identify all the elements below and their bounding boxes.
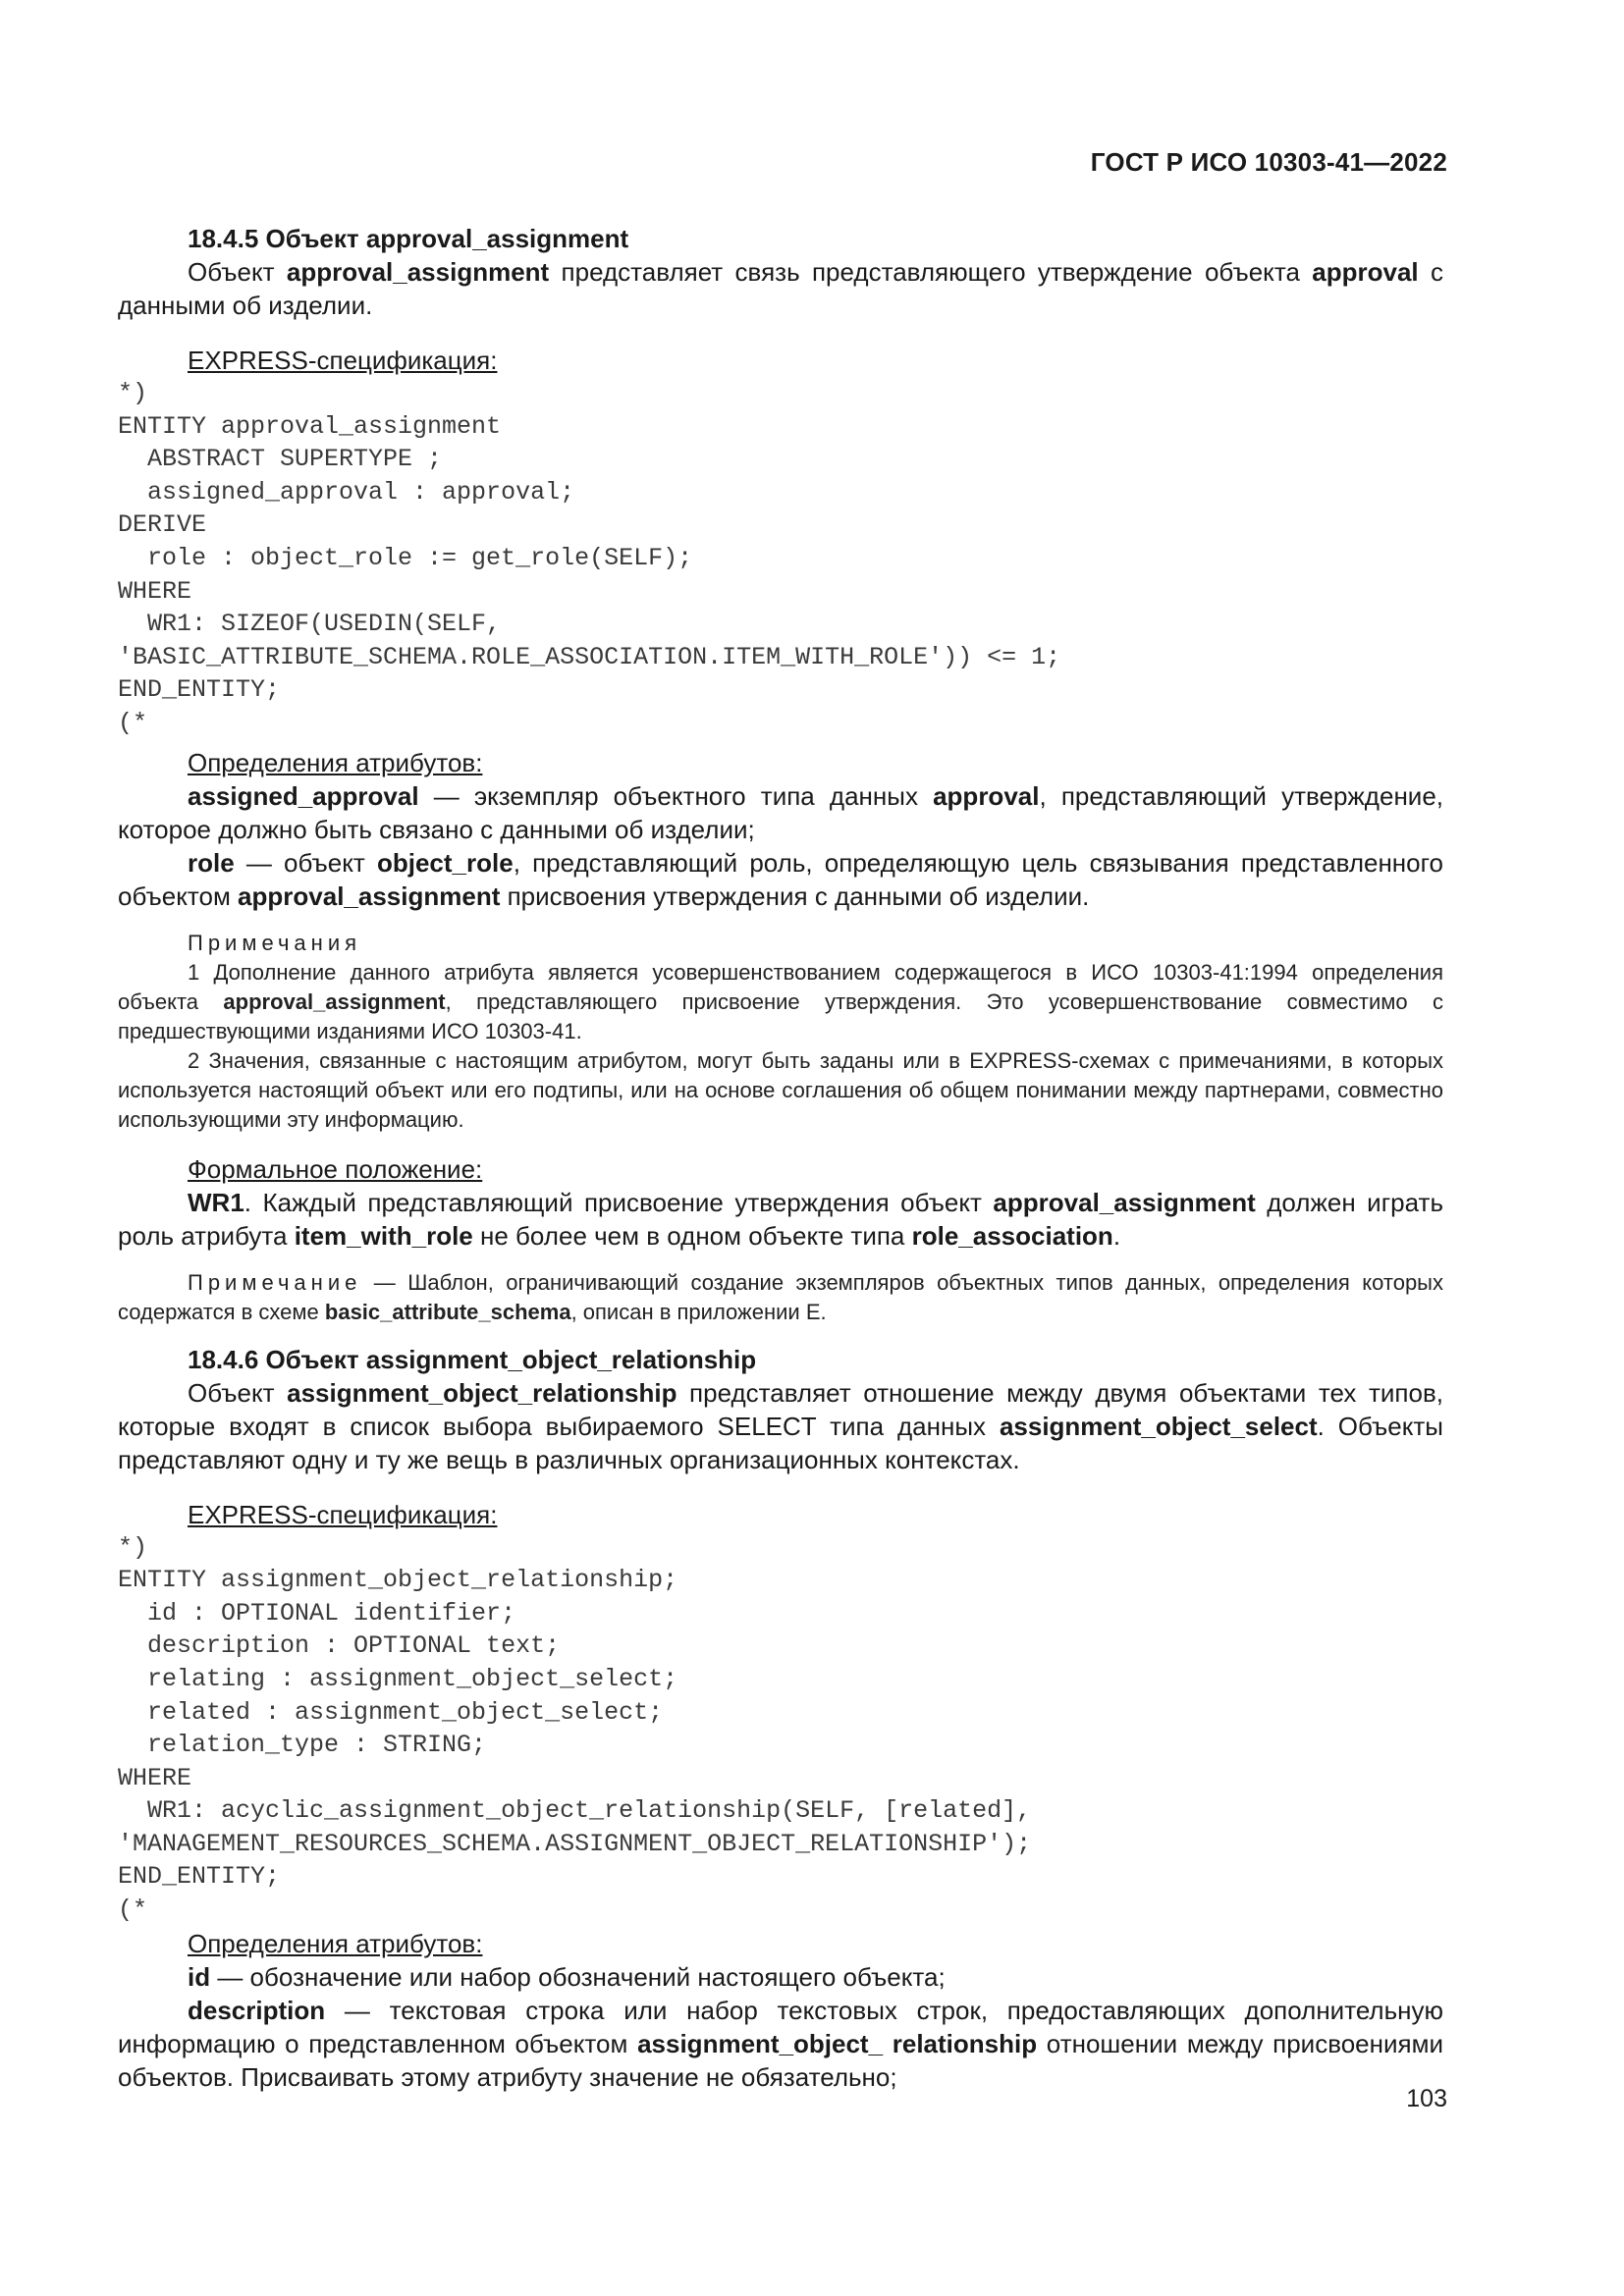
notes-heading: Примечания	[188, 930, 362, 955]
attribute-definition: id — обозначение или набор обозначений настоящего объекта;	[188, 1961, 946, 1992]
note-item: Примечание — Шаблон, ограничивающий создание экземпляров объектных типов данных, определения которых содержатся в схеме basic_attribute_schema, описан в приложении Е.	[118, 1269, 1443, 1324]
section-intro: Объект approval_assignment представляет связь представляющего утверждение объекта approval с данными об изделии.	[118, 257, 1443, 320]
page-number: 103	[1406, 2085, 1447, 2112]
express-spec-label: EXPRESS-спецификация:	[188, 1499, 498, 1529]
express-code-block: *) ENTITY assignment_object_relationship; id : OPTIONAL identifier; description : OPTIONAL text; relating : assignment_object_select; related : assignment_object_select; relation_type : STRING; WHERE WR1: acyclic_assignment_object_relationship(SELF, [related], 'MANAGEMENT_RESOURCES_SCHEMA.ASSIGNMENT_OBJECT_RELATIONSHIP'); END_ENTITY; (*	[118, 1532, 1032, 1925]
document-header: ГОСТ Р ИСО 10303-41—2022	[1090, 147, 1447, 177]
express-spec-label: EXPRESS-спецификация:	[188, 346, 498, 375]
attribute-definitions-label: Определения атрибутов:	[188, 747, 483, 777]
formal-rule: WR1. Каждый представляющий присвоение утверждения объект approval_assignment должен играть роль атрибута item_with_role не более чем в одном объекте типа role_association.	[118, 1187, 1443, 1251]
note-item: 1 Дополнение данного атрибута является усовершенствованием содержащегося в ИСО 10303-41:1994 определения объекта approval_assignment, представляющего присвоение утверждения. Это усовершенствование совместимо с предшествующими изданиями ИСО 10303-41.	[118, 959, 1443, 1043]
note-item: 2 Значения, связанные с настоящим атрибутом, могут быть заданы или в EXPRESS-схемах с примечаниями, в которых используется настоящий объект или его подтипы, или на основе соглашения об общем понимании между партнерами, совместно использующими эту информацию.	[118, 1047, 1443, 1132]
formal-statement-label: Формальное положение:	[188, 1153, 483, 1184]
attribute-definition: assigned_approval — экземпляр объектного типа данных approval, представляющий утверждение, которое должно быть связано с данными об изделии;	[118, 780, 1444, 844]
section-intro: Объект assignment_object_relationship представляет отношение между двумя объектами тех типов, которые входят в список выбора выбираемого SELECT типа данных assignment_object_select. Объекты представляют одну и ту же вещь в различных организационных контекстах.	[118, 1377, 1443, 1474]
attribute-definitions-label: Определения атрибутов:	[188, 1928, 483, 1958]
section-title-18-4-6: 18.4.6 Объект assignment_object_relationship	[188, 1344, 757, 1374]
attribute-definition: role — объект object_role, представляющий роль, определяющую цель связывания представленного объектом approval_assignment присвоения утверждения с данными об изделии.	[118, 847, 1443, 911]
express-code-block: *) ENTITY approval_assignment ABSTRACT SUPERTYPE ; assigned_approval : approval; DERIVE role : object_role := get_role(SELF); WHERE WR1: SIZEOF(USEDIN(SELF, 'BASIC_ATTRIBUTE_SCHEMA.ROLE_ASSOCIATION.ITEM_WITH_ROLE')) <= 1; END_ENTITY; (*	[118, 379, 1061, 737]
page-content	[118, 222, 1443, 2094]
section-title-18-4-5: 18.4.5 Объект approval_assignment	[188, 224, 629, 253]
attribute-definition: description — текстовая строка или набор текстовых строк, предоставляющих дополнительную информацию о представленном объектом assignment_object_ relationship отношении между присвоениями объектов. Присваивать этому атрибуту значение не обязательно;	[118, 1995, 1443, 2092]
